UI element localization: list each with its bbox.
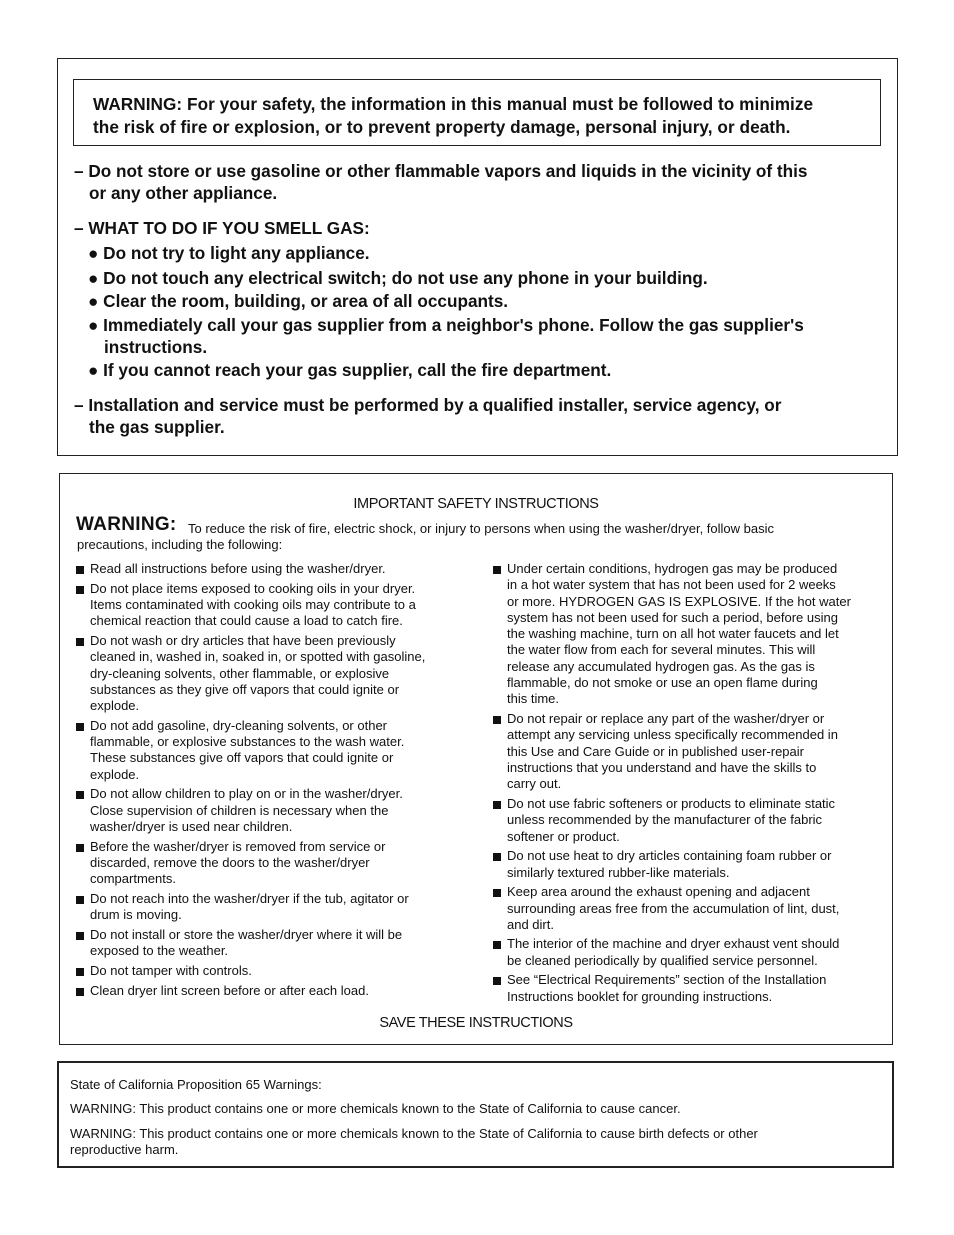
instruction-text: Do not use heat to dry articles containing foam rubber or similarly textured rubber-like materials.	[507, 848, 832, 880]
gas-bullet-item: ● Do not try to light any appliance.	[88, 243, 370, 263]
instruction-text: Clean dryer lint screen before or after each load.	[90, 982, 369, 998]
instruction-text: Read all instructions before using the washer/dryer.	[90, 561, 386, 576]
warning-intro-line-2: precautions, including the following:	[77, 537, 283, 552]
instruction-text: Under certain conditions, hydrogen gas may be produced in a hot water system that has not been used for 2 weeks or more. HYDROGEN GAS IS EXPLOSIVE. If the hot water system has not been used for such a period, before using the washing machine, turn on all hot water faucets and let the water flow from each for several minutes. This will release any accumulated hydrogen gas. As the gas is flammable, do not smoke or use an open flame during this time.	[507, 561, 851, 707]
instruction-item	[75, 963, 470, 979]
instruction-text: Do not use fabric softeners or products to eliminate static unless recommended by the manufacturer of the fabric softener or product.	[507, 795, 836, 844]
square-bullet-icon	[76, 896, 84, 904]
square-bullet-icon	[76, 586, 84, 594]
instruction-text: Do not tamper with controls.	[90, 962, 252, 978]
square-bullet-icon	[493, 941, 501, 949]
square-bullet-icon	[76, 723, 84, 731]
instruction-text: Do not wash or dry articles that have been previously cleaned in, washed in, soaked in, or spotted with gasoline, dry-cleaning solvents, other flammable, or explosive substances as they give off vapors that could ignite or explode.	[90, 632, 426, 714]
prop65-cancer-warning: WARNING: This product contains one or more chemicals known to the State of California to cause cancer.	[70, 1101, 681, 1116]
instruction-text: Do not repair or replace any part of the washer/dryer or attempt any servicing unless specifically recommended in this Use and Care Guide or in published user-repair instructions that you understand and have the skills to carry out.	[507, 711, 838, 792]
gas-bullet-item: ● If you cannot reach your gas supplier, call the fire department.	[88, 360, 612, 380]
instruction-text: Do not reach into the washer/dryer if the tub, agitator or drum is moving.	[90, 890, 409, 923]
instruction-item	[492, 848, 892, 881]
square-bullet-icon	[76, 566, 84, 574]
storage-warning-line-2: or any other appliance.	[89, 183, 278, 203]
gas-bullet-item: ● Clear the room, building, or area of all occupants.	[88, 291, 509, 311]
storage-warning-line-1: – Do not store or use gasoline or other flammable vapors and liquids in the vicinity of this	[74, 161, 808, 181]
instruction-item	[75, 633, 470, 714]
instruction-item	[75, 983, 470, 999]
instruction-text: Do not install or store the washer/dryer where it will be exposed to the weather.	[90, 926, 403, 959]
left-instruction-column	[75, 561, 470, 1002]
square-bullet-icon	[76, 638, 84, 646]
gas-warning-frame	[73, 79, 881, 146]
instruction-text: See “Electrical Requirements” section of the Installation Instructions booklet for grounding instructions.	[507, 972, 827, 1004]
instruction-text: Do not allow children to play on or in the washer/dryer. Close supervision of children is necessary when the washer/dryer is used near children.	[90, 786, 403, 835]
gas-bullet-item: ● Immediately call your gas supplier from a neighbor's phone. Follow the gas supplier's	[88, 315, 804, 335]
warning-label: WARNING:	[76, 514, 177, 535]
square-bullet-icon	[76, 844, 84, 852]
square-bullet-icon	[493, 889, 501, 897]
instruction-item	[492, 972, 892, 1005]
square-bullet-icon	[76, 968, 84, 976]
installation-line-1: – Installation and service must be performed by a qualified installer, service agency, or	[74, 395, 782, 415]
prop65-birth-defects-warning-line-2: reproductive harm.	[70, 1142, 179, 1157]
smell-gas-heading: – WHAT TO DO IF YOU SMELL GAS:	[74, 218, 370, 238]
square-bullet-icon	[493, 716, 501, 724]
square-bullet-icon	[76, 791, 84, 799]
instruction-item	[75, 581, 470, 630]
safety-title: IMPORTANT SAFETY INSTRUCTIONS	[353, 496, 599, 512]
instruction-item	[75, 786, 470, 835]
right-instruction-column	[492, 561, 892, 1008]
save-instructions-footer: SAVE THESE INSTRUCTIONS	[379, 1015, 573, 1031]
instruction-item	[492, 796, 892, 845]
instruction-item	[492, 936, 892, 969]
instruction-item	[75, 561, 470, 577]
important-safety-box	[59, 473, 893, 1045]
instruction-item	[75, 927, 470, 960]
prop65-box	[57, 1061, 894, 1168]
installation-line-2: the gas supplier.	[89, 417, 225, 437]
instruction-item	[492, 711, 892, 792]
square-bullet-icon	[76, 988, 84, 996]
gas-bullet-continuation: instructions.	[104, 337, 208, 357]
warning-intro-line-1: To reduce the risk of fire, electric shock, or injury to persons when using the washer/dryer, follow basic	[188, 521, 774, 536]
instruction-item	[75, 891, 470, 924]
instruction-text: The interior of the machine and dryer exhaust vent should be cleaned periodically by qualified service personnel.	[507, 936, 840, 968]
square-bullet-icon	[493, 566, 501, 574]
square-bullet-icon	[493, 977, 501, 985]
instruction-item	[75, 718, 470, 783]
gas-warning-line-1: WARNING: For your safety, the information in this manual must be followed to minimize	[93, 94, 814, 114]
instruction-item	[492, 561, 892, 708]
instruction-text: Before the washer/dryer is removed from service or discarded, remove the doors to the washer/dryer compartments.	[90, 838, 386, 887]
instruction-item	[492, 884, 892, 933]
square-bullet-icon	[493, 853, 501, 861]
prop65-heading: State of California Proposition 65 Warnings:	[70, 1077, 322, 1092]
prop65-birth-defects-warning-line-1: WARNING: This product contains one or more chemicals known to the State of California to cause birth defects or other	[70, 1126, 758, 1141]
gas-bullet-item: ● Do not touch any electrical switch; do not use any phone in your building.	[88, 268, 708, 288]
gas-safety-box	[57, 58, 898, 456]
instruction-text: Do not place items exposed to cooking oils in your dryer. Items contaminated with cooking oils may contribute to a chemical reaction that could cause a load to catch fire.	[90, 580, 416, 629]
square-bullet-icon	[493, 801, 501, 809]
instruction-text: Do not add gasoline, dry-cleaning solvents, or other flammable, or explosive substances to the wash water. These substances give off vapors that could ignite or explode.	[90, 717, 405, 782]
square-bullet-icon	[76, 932, 84, 940]
instruction-item	[75, 839, 470, 888]
instruction-text: Keep area around the exhaust opening and adjacent surrounding areas free from the accumulation of lint, dust, and dirt.	[507, 884, 840, 932]
gas-warning-line-2: the risk of fire or explosion, or to prevent property damage, personal injury, or death.	[93, 117, 791, 137]
